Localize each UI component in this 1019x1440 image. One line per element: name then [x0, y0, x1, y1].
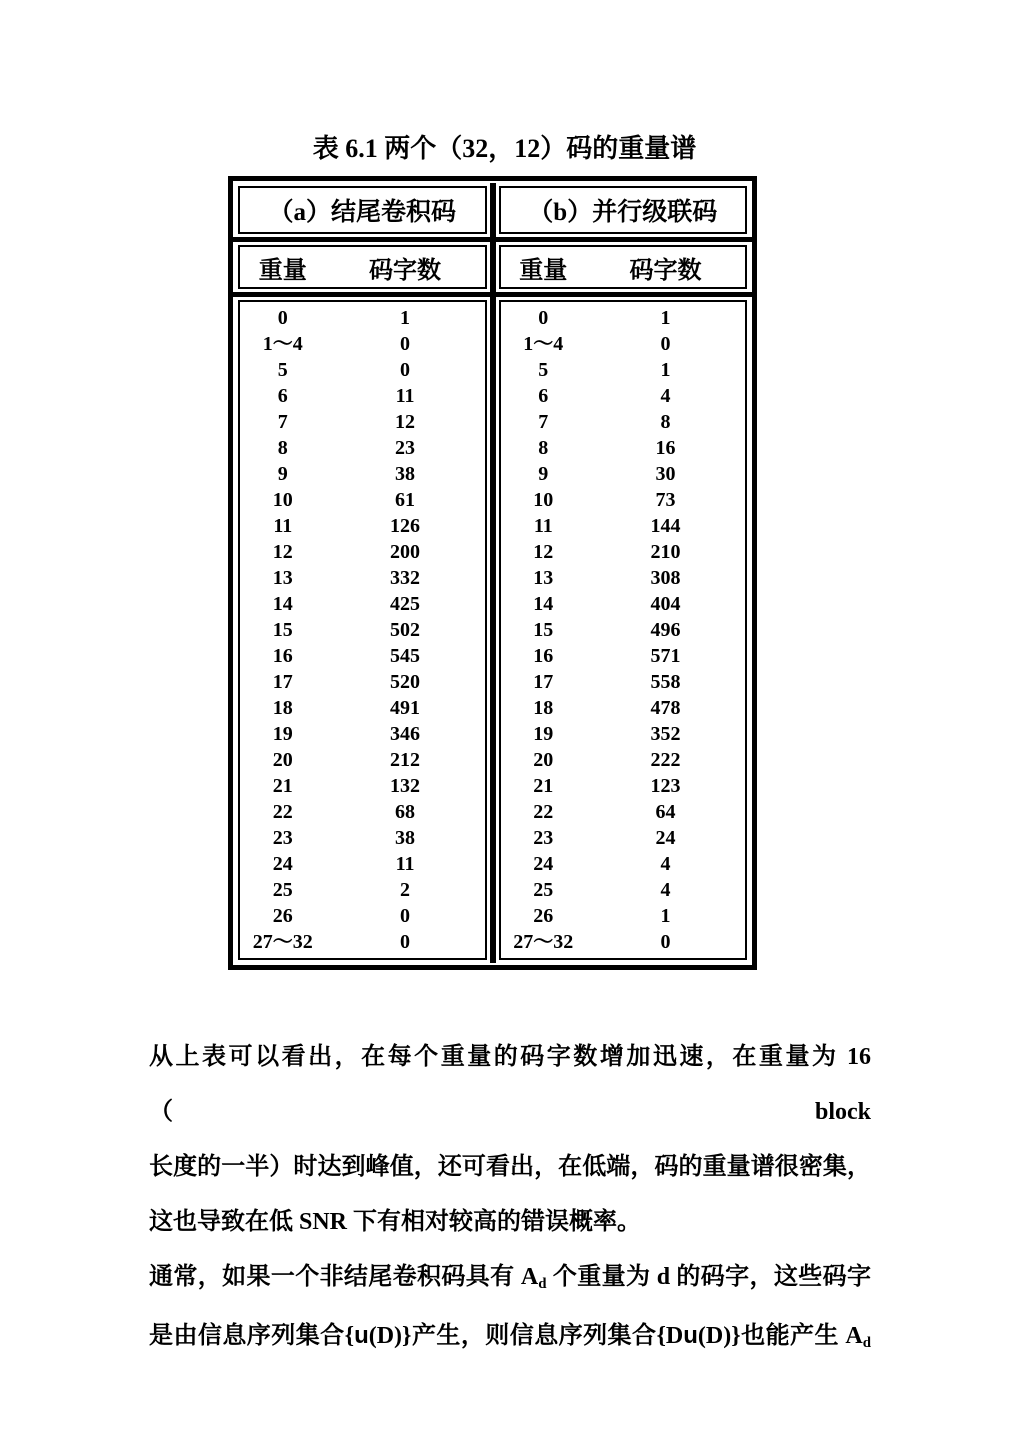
weight-value: 16: [272, 645, 293, 667]
table-row: [240, 513, 485, 539]
weight-value: 27～32: [252, 931, 313, 953]
table-row: [240, 695, 485, 721]
subscript-d: d: [862, 1334, 872, 1351]
text-segment: 通常，如果一个非结尾卷积码具有 A: [149, 1264, 539, 1290]
codeword-count-value: 4: [660, 385, 671, 407]
table-row: [501, 747, 746, 773]
codeword-count-value: 23: [395, 437, 416, 459]
codeword-count-value: 1: [660, 905, 671, 927]
paragraph-1-line-1: 从上表可以看出，在每个重量的码字数增加迅速，在重量为 16（block: [149, 1044, 871, 1125]
weight-value: 11: [533, 515, 553, 537]
weight-value: 10: [533, 489, 554, 511]
table-row: [240, 565, 485, 591]
codeword-count-value: 8: [660, 411, 671, 433]
weight-value: 8: [277, 437, 288, 459]
weight-value: 21: [272, 775, 293, 797]
weight-value: 18: [533, 697, 554, 719]
table-row: [501, 539, 746, 565]
weight-value: 7: [277, 411, 288, 433]
codeword-count-value: 0: [400, 359, 411, 381]
weight-value: 20: [533, 749, 554, 771]
weight-value: 9: [538, 463, 549, 485]
weight-column-label-b: 重量: [519, 257, 568, 284]
codeword-count-value: 61: [395, 489, 416, 511]
count-column-label-b: 码字数: [629, 257, 702, 284]
weight-value: 1～4: [262, 333, 303, 355]
table-row: [240, 877, 485, 903]
table-row: [240, 487, 485, 513]
table-row: [240, 383, 485, 409]
codeword-count-value: 0: [400, 931, 411, 953]
weight-value: 23: [272, 827, 293, 849]
codeword-count-value: 73: [655, 489, 676, 511]
codeword-count-value: 30: [655, 463, 676, 485]
table-row: [240, 669, 485, 695]
weight-value: 27～32: [513, 931, 574, 953]
table-body-b: [499, 300, 748, 960]
table-row: [501, 903, 746, 929]
codeword-count-value: 332: [390, 567, 421, 589]
table-row: [501, 669, 746, 695]
table-subheader-b: [499, 245, 748, 289]
weight-value: 5: [538, 359, 549, 381]
weight-value: 26: [272, 905, 293, 927]
weight-value: 8: [538, 437, 549, 459]
codeword-count-value: 11: [395, 385, 415, 407]
codeword-count-value: 132: [390, 775, 421, 797]
codeword-count-value: 64: [655, 801, 676, 823]
weight-value: 24: [272, 853, 293, 875]
table-row: [501, 825, 746, 851]
codeword-count-value: 123: [650, 775, 681, 797]
bold-u-variable: u: [683, 1322, 698, 1349]
table-row: [240, 799, 485, 825]
codeword-count-value: 126: [390, 515, 421, 537]
weight-value: 17: [272, 671, 293, 693]
table-row: [501, 409, 746, 435]
codeword-count-value: 425: [390, 593, 421, 615]
table-subheader-row: [235, 242, 750, 292]
codeword-count-value: 1: [400, 307, 411, 329]
table-row: [240, 591, 485, 617]
codeword-count-value: 12: [395, 411, 416, 433]
weight-value: 14: [533, 593, 554, 615]
codeword-count-value: 0: [400, 905, 411, 927]
table-row: [240, 851, 485, 877]
weight-value: 7: [538, 411, 549, 433]
weight-value: 13: [533, 567, 554, 589]
table-row: [240, 747, 485, 773]
table-row: [240, 903, 485, 929]
table-row: [240, 643, 485, 669]
table-row: [501, 877, 746, 903]
table-row: [501, 773, 746, 799]
codeword-count-value: 212: [390, 749, 421, 771]
codeword-count-value: 144: [650, 515, 681, 537]
table-row: [501, 617, 746, 643]
codeword-count-value: 16: [655, 437, 676, 459]
table-row: [501, 851, 746, 877]
weight-value: 19: [533, 723, 554, 745]
weight-value: 15: [533, 619, 554, 641]
table-row: [501, 591, 746, 617]
weight-value: 12: [533, 541, 554, 563]
weight-value: 20: [272, 749, 293, 771]
codeword-count-value: 404: [650, 593, 681, 615]
text-segment: 个重量为 d 的码字，这些码字: [546, 1264, 871, 1290]
codeword-count-value: 491: [390, 697, 421, 719]
table-body-row: [235, 297, 750, 963]
codeword-count-value: 0: [400, 333, 411, 355]
table-row: [501, 383, 746, 409]
weight-value: 5: [277, 359, 288, 381]
weight-value: 24: [533, 853, 554, 875]
codeword-count-value: 352: [650, 723, 681, 745]
table-row: [240, 617, 485, 643]
bold-u-variable: u: [354, 1322, 369, 1349]
table-row: [240, 773, 485, 799]
codeword-count-value: 308: [650, 567, 681, 589]
codeword-count-value: 222: [650, 749, 681, 771]
weight-value: 10: [272, 489, 293, 511]
table-header-a: （a）结尾卷积码: [238, 186, 487, 234]
table-header-b: （b）并行级联码: [499, 186, 748, 234]
paragraph-2-line-1: [149, 1250, 871, 1308]
column-divider: [490, 297, 496, 963]
codeword-count-value: 4: [660, 879, 671, 901]
column-divider: [490, 242, 496, 292]
weight-value: 14: [272, 593, 293, 615]
weight-value: 17: [533, 671, 554, 693]
table-row: [501, 513, 746, 539]
table-body-a: [238, 300, 487, 960]
codeword-count-value: 210: [650, 541, 681, 563]
body-text: [149, 1030, 871, 1367]
table-row: [501, 331, 746, 357]
table-title: 表 6.1 两个（32，12）码的重量谱: [312, 134, 697, 163]
table-row: [501, 357, 746, 383]
weight-column-label-a: 重量: [258, 257, 307, 284]
subscript-d: d: [538, 1275, 547, 1292]
count-column-label-a: 码字数: [369, 257, 442, 284]
weight-value: 0: [538, 307, 549, 329]
table-row: [240, 305, 485, 331]
weight-value: 22: [533, 801, 554, 823]
weight-value: 21: [533, 775, 554, 797]
table-row: [240, 539, 485, 565]
weight-value: 1～4: [523, 333, 564, 355]
table-row: [501, 643, 746, 669]
codeword-count-value: 520: [390, 671, 421, 693]
codeword-count-value: 502: [390, 619, 421, 641]
codeword-count-value: 545: [390, 645, 421, 667]
paragraph-1-line-3: 这也导致在低 SNR 下有相对较高的错误概率。: [149, 1209, 642, 1235]
codeword-count-value: 0: [660, 931, 671, 953]
weight-value: 6: [538, 385, 549, 407]
table-row: [501, 305, 746, 331]
weight-value: 19: [272, 723, 293, 745]
table-row: [240, 825, 485, 851]
codeword-count-value: 4: [660, 853, 671, 875]
codeword-count-value: 200: [390, 541, 421, 563]
codeword-count-value: 346: [390, 723, 421, 745]
codeword-count-value: 478: [650, 697, 681, 719]
table-row: [501, 721, 746, 747]
text-segment: 是由信息序列集合{: [149, 1323, 355, 1349]
weight-value: 18: [272, 697, 293, 719]
column-divider: [490, 183, 496, 237]
paragraph-2-line-2: [149, 1308, 871, 1367]
weight-value: 22: [272, 801, 293, 823]
codeword-count-value: 0: [660, 333, 671, 355]
weight-value: 26: [533, 905, 554, 927]
weight-value: 23: [533, 827, 554, 849]
weight-value: 11: [273, 515, 293, 537]
weight-value: 25: [272, 879, 293, 901]
text-segment: (D)}也能产生 A: [697, 1323, 863, 1349]
paragraph-1-line-2: 长度的一半）时达到峰值，还可看出，在低端，码的重量谱很密集，: [149, 1154, 871, 1180]
table-row: [240, 357, 485, 383]
table-row: [501, 695, 746, 721]
table-row: [240, 929, 485, 955]
weight-value: 13: [272, 567, 293, 589]
weight-value: 25: [533, 879, 554, 901]
table-row: [501, 461, 746, 487]
codeword-count-value: 24: [655, 827, 676, 849]
weight-value: 16: [533, 645, 554, 667]
codeword-count-value: 1: [660, 359, 671, 381]
table-subheader-a: [238, 245, 487, 289]
codeword-count-value: 496: [650, 619, 681, 641]
codeword-count-value: 38: [395, 463, 416, 485]
codeword-count-value: 571: [650, 645, 681, 667]
table-row: [240, 409, 485, 435]
weight-value: 6: [277, 385, 288, 407]
codeword-count-value: 558: [650, 671, 681, 693]
weight-value: 0: [277, 307, 288, 329]
codeword-count-value: 2: [400, 879, 411, 901]
table-row: [240, 435, 485, 461]
table-row: [240, 331, 485, 357]
codeword-count-value: 1: [660, 307, 671, 329]
codeword-count-value: 68: [395, 801, 416, 823]
text-segment: (D)}产生，则信息序列集合{D: [368, 1323, 684, 1349]
table-row: [501, 929, 746, 955]
codeword-count-value: 38: [395, 827, 416, 849]
table-row: [501, 487, 746, 513]
weight-value: 9: [277, 463, 288, 485]
weight-value: 12: [272, 541, 293, 563]
table-row: [240, 721, 485, 747]
weight-spectrum-table: [228, 176, 757, 970]
table-block: [228, 131, 757, 970]
table-row: [501, 565, 746, 591]
table-row: [501, 435, 746, 461]
weight-value: 15: [272, 619, 293, 641]
table-row: [240, 461, 485, 487]
codeword-count-value: 11: [395, 853, 415, 875]
table-row: [501, 799, 746, 825]
table-header-row: [235, 183, 750, 237]
